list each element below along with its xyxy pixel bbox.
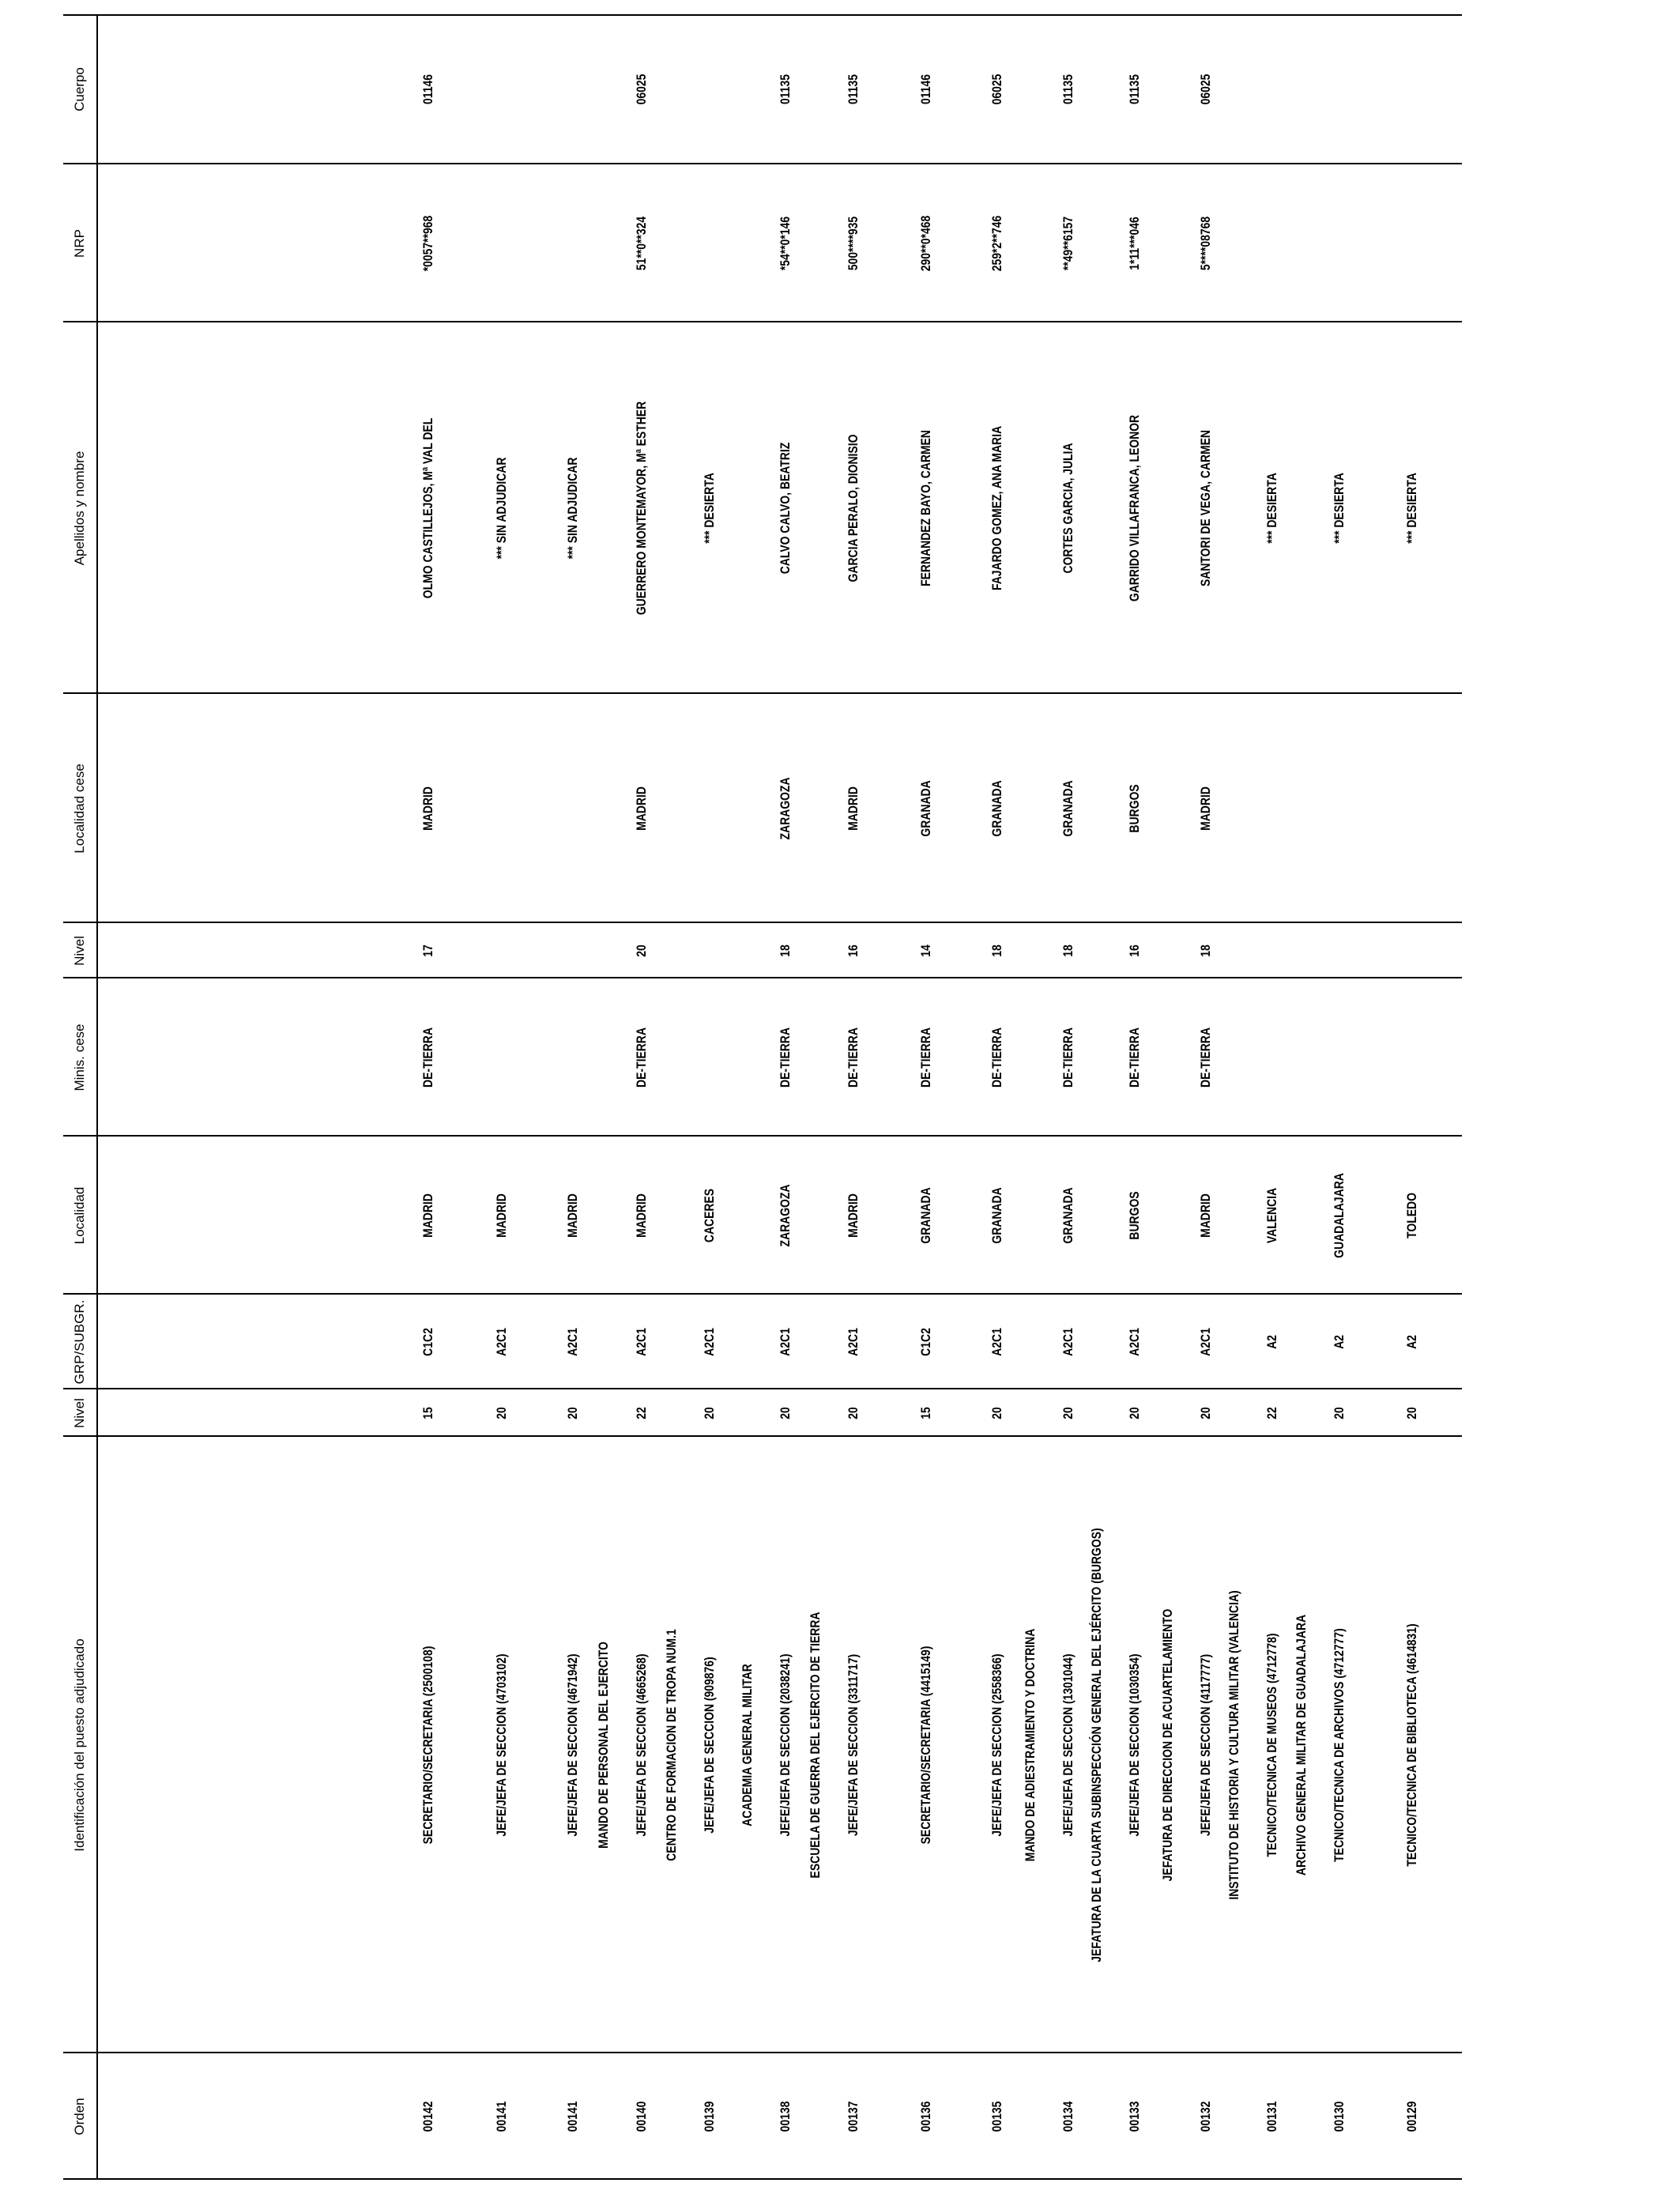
cell-minis-cese [1261,993,1283,1122]
cell-nivel-cese [1401,928,1423,973]
cell-grp: A2C1 [846,1328,861,1356]
cell-grp: A2C1 [989,1328,1004,1356]
cell-nombre: *** DESIERTA [702,473,717,544]
cell-puesto: SECRETARIO/SECRETARIA (2500108) [420,1646,435,1845]
cell-nivel-cese [1328,928,1350,973]
cell-orden: 00139 [702,2101,717,2132]
cell-nivel: 20 [778,1407,793,1419]
cell-orden: 00136 [918,2101,933,2132]
cell-grp: C1C2 [420,1328,435,1356]
header-minis-cese: Minis. cese [72,1023,87,1091]
cell-puesto: SECRETARIO/SECRETARIA (4415149) [918,1646,933,1845]
column-divider [63,14,1462,16]
cell-puesto: TECNICO/TECNICA DE MUSEOS (4712778) [1264,1633,1279,1857]
cell-nivel: 20 [494,1407,509,1419]
cell-cuerpo: 01135 [1060,74,1075,105]
cell-localidad: CACERES [702,1188,717,1243]
cell-localidad-cese: GRANADA [989,780,1004,837]
cell-nivel-cese [491,928,513,973]
cell-cuerpo: 01135 [846,74,861,105]
cell-minis-cese: DE-TIERRA [634,1027,649,1088]
cell-grp: A2C1 [494,1328,509,1356]
cell-localidad: ZARAGOZA [778,1184,793,1247]
cell-puesto: TECNICO/TECNICA DE ARCHIVOS (4712777) [1332,1628,1347,1862]
rotated-table [63,14,1462,2180]
cell-minis-cese [1328,993,1350,1122]
cell-minis-cese: DE-TIERRA [420,1027,435,1088]
cell-grp: A2C1 [702,1328,717,1356]
table-header [63,14,98,2180]
cell-minis-cese [1401,993,1423,1122]
cell-unidad: ACADEMIA GENERAL MILITAR [740,1664,755,1826]
column-divider [63,922,1462,923]
cell-nrp [1401,179,1423,308]
column-divider [63,2052,1462,2053]
cell-localidad-cese: BURGOS [1127,784,1142,833]
cell-nivel-cese: 16 [846,944,861,957]
cell-localidad-cese: MADRID [1198,786,1213,831]
cell-unidad: ESCUELA DE GUERRA DEL EJERCITO DE TIERRA [808,1612,823,1879]
cell-unidad: MANDO DE PERSONAL DEL EJERCITO [596,1642,611,1849]
cell-cuerpo: 01135 [1127,74,1142,105]
cell-puesto: JEFE/JEFA DE SECCION (4671942) [565,1653,580,1837]
cell-nombre: CALVO CALVO, BEATRIZ [778,442,793,575]
cell-nombre: GARCIA PERALO, DIONISIO [846,434,861,582]
cell-orden: 00131 [1264,2101,1279,2132]
cell-localidad: MADRID [420,1193,435,1238]
cell-nivel-cese: 16 [1127,944,1142,957]
cell-grp: A2C1 [1198,1328,1213,1356]
cell-nombre: SANTORI DE VEGA, CARMEN [1198,429,1213,587]
cell-unidad: MANDO DE ADIESTRAMIENTO Y DOCTRINA [1023,1628,1038,1862]
cell-localidad: MADRID [846,1193,861,1238]
cell-cuerpo [562,28,584,151]
cell-cuerpo: 06025 [634,74,649,105]
cell-minis-cese [699,993,721,1122]
column-divider [63,321,1462,322]
cell-nrp: 500****935 [846,216,861,271]
cell-cuerpo [699,28,721,151]
header-nivel-cese: Nivel [72,936,87,966]
cell-puesto: JEFE/JEFA DE SECCION (1301044) [1060,1653,1075,1837]
cell-localidad: TOLEDO [1404,1193,1419,1238]
header-identificacion: Identificación del puesto adjudicado [72,1638,87,1852]
cell-localidad-cese [1328,714,1350,903]
cell-orden: 00130 [1332,2101,1347,2132]
cell-nivel: 20 [989,1407,1004,1419]
cell-cuerpo [1261,28,1283,151]
cell-nrp: **49**6157 [1060,216,1075,271]
cell-nombre: OLMO CASTILLEJOS, Mª VAL DEL [420,417,435,599]
cell-unidad: JEFATURA DE LA CUARTA SUBINSPECCIÓN GENERAL DEL EJÉRCITO (BURGOS) [1089,1528,1104,1962]
cell-minis-cese: DE-TIERRA [1060,1027,1075,1088]
header-orden: Orden [72,2098,87,2136]
column-divider [63,1435,1462,1437]
header-nrp: NRP [72,229,87,258]
column-divider [63,163,1462,164]
cell-minis-cese: DE-TIERRA [918,1027,933,1088]
cell-orden: 00134 [1060,2101,1075,2132]
cell-localidad: VALENCIA [1264,1187,1279,1244]
cell-grp: A2 [1404,1335,1419,1349]
cell-nrp: *54**0*146 [778,216,793,271]
cell-nrp [1261,179,1283,308]
cell-nivel: 20 [1198,1407,1213,1419]
column-divider [63,1293,1462,1295]
cell-minis-cese: DE-TIERRA [989,1027,1004,1088]
cell-nivel: 20 [1127,1407,1142,1419]
cell-puesto: JEFE/JEFA DE SECCION (2038241) [778,1653,793,1837]
cell-nrp: 5****08768 [1198,216,1213,271]
cell-grp: A2C1 [778,1328,793,1356]
cell-orden: 00129 [1404,2101,1419,2132]
column-divider [63,1135,1462,1137]
cell-minis-cese: DE-TIERRA [1127,1027,1142,1088]
cell-localidad-cese [562,714,584,903]
cell-orden: 00138 [778,2101,793,2132]
cell-cuerpo [1401,28,1423,151]
cell-orden: 00141 [494,2101,509,2132]
cell-orden: 00140 [634,2101,649,2132]
cell-localidad-cese: MADRID [420,786,435,831]
cell-nivel-cese [562,928,584,973]
cell-nivel: 22 [634,1407,649,1419]
cell-localidad-cese [491,714,513,903]
cell-cuerpo: 06025 [989,74,1004,105]
cell-grp: A2C1 [1127,1328,1142,1356]
cell-puesto: JEFE/JEFA DE SECCION (4117777) [1198,1653,1213,1837]
cell-grp: A2C1 [565,1328,580,1356]
cell-nivel: 20 [1332,1407,1347,1419]
cell-nivel: 20 [702,1407,717,1419]
cell-nivel: 20 [1060,1407,1075,1419]
cell-nivel-cese: 14 [918,944,933,957]
cell-orden: 00135 [989,2101,1004,2132]
cell-orden: 00132 [1198,2101,1213,2132]
cell-localidad-cese: ZARAGOZA [778,777,793,840]
cell-grp: C1C2 [918,1328,933,1356]
cell-cuerpo: 01146 [420,74,435,105]
cell-nivel-cese: 18 [989,944,1004,957]
header-nivel: Nivel [72,1398,87,1428]
cell-nombre: *** DESIERTA [1264,473,1279,544]
cell-minis-cese: DE-TIERRA [778,1027,793,1088]
cell-cuerpo: 01135 [778,74,793,105]
header-grp: GRP/SUBGR. [72,1299,87,1385]
cell-localidad: GUADALAJARA [1332,1173,1347,1258]
column-divider [63,1388,1462,1389]
cell-grp: A2C1 [634,1328,649,1356]
cell-cuerpo [1328,28,1350,151]
header-localidad-cese: Localidad cese [72,763,87,854]
cell-orden: 00133 [1127,2101,1142,2132]
cell-localidad: MADRID [634,1193,649,1238]
cell-nivel-cese: 18 [1060,944,1075,957]
cell-puesto: JEFE/JEFA DE SECCION (2558366) [989,1653,1004,1837]
cell-localidad: BURGOS [1127,1191,1142,1240]
cell-localidad-cese [699,714,721,903]
cell-minis-cese: DE-TIERRA [846,1027,861,1088]
cell-nombre: FAJARDO GOMEZ, ANA MARIA [989,425,1004,591]
cell-localidad: GRANADA [989,1187,1004,1244]
cell-nombre: FERNANDEZ BAYO, CARMEN [918,430,933,586]
cell-nivel-cese [699,928,721,973]
column-divider [63,977,1462,978]
cell-puesto: JEFE/JEFA DE SECCION (909876) [702,1657,717,1834]
cell-localidad-cese: GRANADA [1060,780,1075,837]
cell-minis-cese [562,993,584,1122]
cell-unidad: ARCHIVO GENERAL MILITAR DE GUADALAJARA [1294,1614,1309,1876]
cell-cuerpo [491,28,513,151]
cell-nombre: CORTES GARCIA, JULIA [1060,443,1075,574]
cell-grp: A2 [1264,1335,1279,1349]
cell-unidad: INSTITUTO DE HISTORIA Y CULTURA MILITAR (VALENCIA) [1226,1590,1241,1900]
cell-cuerpo: 01146 [918,74,933,105]
cell-nivel: 20 [565,1407,580,1419]
cell-cuerpo: 06025 [1198,74,1213,105]
cell-orden: 00142 [420,2101,435,2132]
cell-nivel: 15 [420,1407,435,1419]
cell-nrp [562,179,584,308]
cell-nrp: 290**0*468 [918,215,933,272]
cell-nrp: *0057**968 [420,215,435,272]
cell-puesto: TECNICO/TECNICA DE BIBLIOTECA (4614831) [1404,1623,1419,1867]
header-localidad: Localidad [72,1186,87,1245]
cell-localidad: GRANADA [918,1187,933,1244]
cell-nombre: *** SIN ADJUDICAR [494,457,509,560]
cell-puesto: JEFE/JEFA DE SECCION (4703102) [494,1653,509,1837]
cell-minis-cese: DE-TIERRA [1198,1027,1213,1088]
cell-nivel: 22 [1264,1407,1279,1419]
cell-nrp [491,179,513,308]
cell-nombre: GUERRERO MONTEMAYOR, Mª ESTHER [634,401,649,616]
cell-localidad-cese: MADRID [634,786,649,831]
cell-nombre: *** DESIERTA [1404,473,1419,544]
cell-nrp: 1*11***046 [1127,217,1142,270]
cell-unidad: JEFATURA DE DIRECCION DE ACUARTELAMIENTO [1160,1608,1175,1882]
cell-unidad: CENTRO DE FORMACION DE TROPA NUM.1 [664,1629,679,1861]
cell-localidad-cese: MADRID [846,786,861,831]
column-divider [63,692,1462,694]
cell-nivel-cese: 18 [778,944,793,957]
cell-localidad: MADRID [494,1193,509,1238]
cell-nivel: 15 [918,1407,933,1419]
cell-nivel-cese: 18 [1198,944,1213,957]
table-body [96,14,1462,2180]
cell-puesto: JEFE/JEFA DE SECCION (3311717) [846,1653,861,1837]
cell-localidad-cese: GRANADA [918,780,933,837]
cell-nombre: *** SIN ADJUDICAR [565,457,580,560]
cell-nrp: 259*2**746 [989,215,1004,272]
cell-nombre: *** DESIERTA [1332,473,1347,544]
cell-localidad-cese [1401,714,1423,903]
column-divider [63,2178,1462,2180]
cell-localidad: GRANADA [1060,1187,1075,1244]
cell-puesto: JEFE/JEFA DE SECCION (1030354) [1127,1653,1142,1837]
cell-nivel: 20 [1404,1407,1419,1419]
cell-grp: A2 [1332,1335,1347,1349]
cell-nrp [699,179,721,308]
cell-nombre: GARRIDO VILLAFRANCA, LEONOR [1127,414,1142,602]
cell-orden: 00141 [565,2101,580,2132]
cell-localidad: MADRID [1198,1193,1213,1238]
cell-localidad: MADRID [565,1193,580,1238]
header-cuerpo: Cuerpo [72,67,87,111]
header-apellidos: Apellidos y nombre [72,450,87,566]
cell-nivel-cese: 20 [634,944,649,957]
cell-nrp [1328,179,1350,308]
cell-localidad-cese [1261,714,1283,903]
cell-orden: 00137 [846,2101,861,2132]
cell-nrp: 51**0**324 [634,216,649,271]
cell-minis-cese [491,993,513,1122]
cell-nivel-cese [1261,928,1283,973]
cell-puesto: JEFE/JEFA DE SECCION (4665268) [634,1653,649,1837]
cell-nivel-cese: 17 [420,944,435,957]
cell-grp: A2C1 [1060,1328,1075,1356]
cell-nivel: 20 [846,1407,861,1419]
